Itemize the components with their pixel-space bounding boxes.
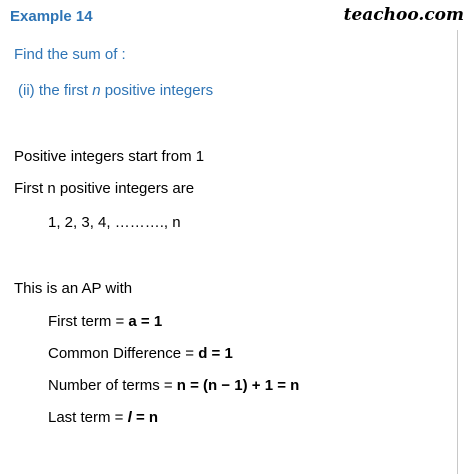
question-part-prefix: (ii) the first xyxy=(18,82,93,99)
teachoo-logo: teachoo.com xyxy=(343,5,464,25)
slide-divider xyxy=(457,30,458,474)
last-term-value: = n xyxy=(131,409,159,426)
last-term-var: l xyxy=(127,409,132,426)
first-term-label: First term = xyxy=(48,313,129,330)
solution-line-1: Positive integers start from 1 xyxy=(14,148,205,165)
number-of-terms-value: n = (n − 1) + 1 = n xyxy=(176,377,300,394)
solution-line-2: First n positive integers are xyxy=(14,180,195,197)
question-prompt: Find the sum of : xyxy=(14,46,126,63)
number-of-terms-line xyxy=(48,377,299,395)
ap-intro: This is an AP with xyxy=(14,280,133,297)
number-of-terms-label: Number of terms = xyxy=(48,377,177,394)
integer-sequence: 1, 2, 3, 4, ………., n xyxy=(48,214,181,231)
last-term-label: Last term = xyxy=(48,409,128,426)
first-term-line xyxy=(48,313,162,331)
common-difference-label: Common Difference = xyxy=(48,345,199,362)
common-difference-line xyxy=(48,345,233,363)
question-part-var: n xyxy=(92,82,101,99)
question-part-suffix: positive integers xyxy=(100,82,214,99)
example-title: Example 14 xyxy=(10,8,93,25)
first-term-value: a = 1 xyxy=(128,313,163,330)
last-term-line xyxy=(48,409,158,427)
question-part xyxy=(18,82,213,100)
common-difference-value: d = 1 xyxy=(198,345,233,362)
